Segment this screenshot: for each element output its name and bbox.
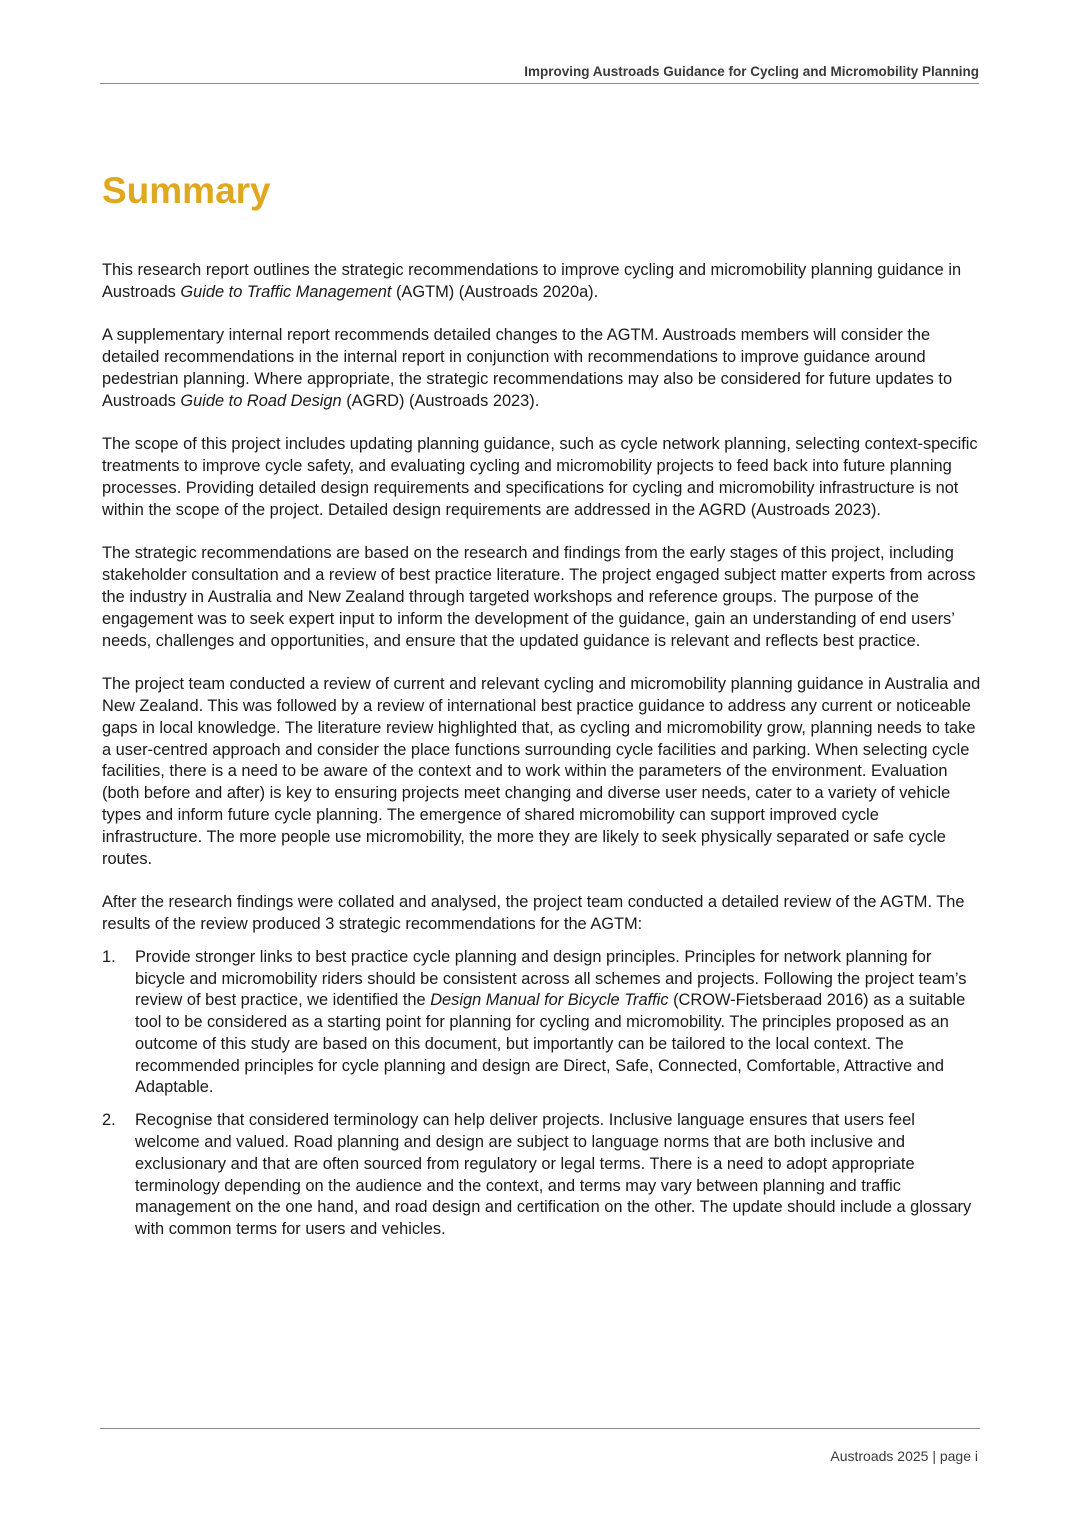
page-title: Summary [102, 170, 271, 211]
footer-divider [100, 1428, 980, 1429]
paragraph-3: The scope of this project includes updating planning guidance, such as cycle network planning, selecting context-specific treatments to improve cycle safety, and evaluating cycling and micromobility projects to feed back into future planning processes. Providing detailed design requirements and specifications for cycling and micromobility infrastructure is not within the scope of the project. Detailed design requirements are addressed in the AGRD (Austroads 2023). [102, 435, 978, 519]
paragraph-6: After the research findings were collated and analysed, the project team conducted a detailed review of the AGTM. The results of the review produced 3 strategic recommendations for the AGTM: [102, 893, 965, 933]
summary-body [102, 260, 982, 1252]
paragraph-4: The strategic recommendations are based on the research and findings from the early stages of this project, including stakeholder consultation and a review of best practice literature. The project engaged subject matter experts from across the industry in Australia and New Zealand through targeted workshops and reference groups. The purpose of the engagement was to seek expert input to inform the development of the guidance, gain an understanding of end users’ needs, challenges and opportunities, and ensure that the updated guidance is relevant and reflects best practice. [102, 544, 976, 650]
paragraph-5: The project team conducted a review of current and relevant cycling and micromobility planning guidance in Australia and New Zealand. This was followed by a review of international best practice guidance to address any current or noticeable gaps in local knowledge. The literature review highlighted that, as cycling and micromobility grow, planning needs to take a user-centred approach and consider the place functions surrounding cycle facilities and parking. When selecting cycle facilities, there is a need to be aware of the context and to work within the parameters of the environment. Evaluation (both before and after) is key to ensuring projects meet changing and diverse user needs, cater to a variety of vehicle types and inform future cycle planning. The emergence of shared micromobility can support improved cycle infrastructure. The more people use micromobility, the more they are likely to seek physically separated or safe cycle routes. [102, 675, 981, 868]
paragraph-1 [102, 260, 982, 304]
paragraph-text: This research report outlines the strategic recommendations to improve cycling and micromobility planning guidance in Austroads [102, 261, 962, 301]
paragraph-text: A supplementary internal report recommends detailed changes to the AGTM. Austroads members will consider the detailed recommendations in the internal report in conjunction with recommendations to improve guidance around pedestrian planning. Where appropriate, the strategic recommendations may also be considered for future updates to Austroads [102, 326, 953, 410]
list-item [102, 1110, 982, 1241]
list-item-text: (CROW-Fietsberaad 2016) as a suitable tool to be considered as a starting point for planning for cycling and micromobility. The principles proposed as an outcome of this study are based on this document, but importantly can be tailored to the local context. The recommended principles for cycle planning and design are Direct, Safe, Connected, Comfortable, Attractive and Adaptable. [135, 991, 966, 1097]
paragraph-text: (AGTM) (Austroads 2020a). [391, 282, 599, 301]
paragraph-text: (AGRD) (Austroads 2023). [341, 391, 540, 410]
publication-title: Guide to Traffic Management [180, 282, 392, 301]
recommendations-list [102, 947, 982, 1241]
running-header: Improving Austroads Guidance for Cycling and Micromobility Planning [100, 64, 979, 84]
page-footer: Austroads 2025 | page i [830, 1448, 978, 1464]
list-number: 2. [102, 1111, 116, 1130]
publication-title: Guide to Road Design [180, 391, 342, 410]
list-item [102, 947, 982, 1100]
publication-title: Design Manual for Bicycle Traffic [430, 991, 669, 1010]
list-item-text: Recognise that considered terminology can help deliver projects. Inclusive language ensures that users feel welcome and valued. Road planning and design are subject to language norms that are both inclusive and exclusionary and that are often sourced from regulatory or legal terms. There is a need to adopt appropriate terminology depending on the audience and the context, and terms may vary between planning and traffic management on the one hand, and road design and certification on the other. The update should include a glossary with common terms for users and vehicles. [135, 1111, 972, 1239]
list-item-text: Provide stronger links to best practice cycle planning and design principles. Principles for network planning for bicycle and micromobility riders should be consistent across all schemes and projects. Following the project team’s review of best practice, we identified the [135, 947, 967, 1010]
list-number: 1. [102, 947, 116, 966]
paragraph-2 [102, 325, 982, 412]
